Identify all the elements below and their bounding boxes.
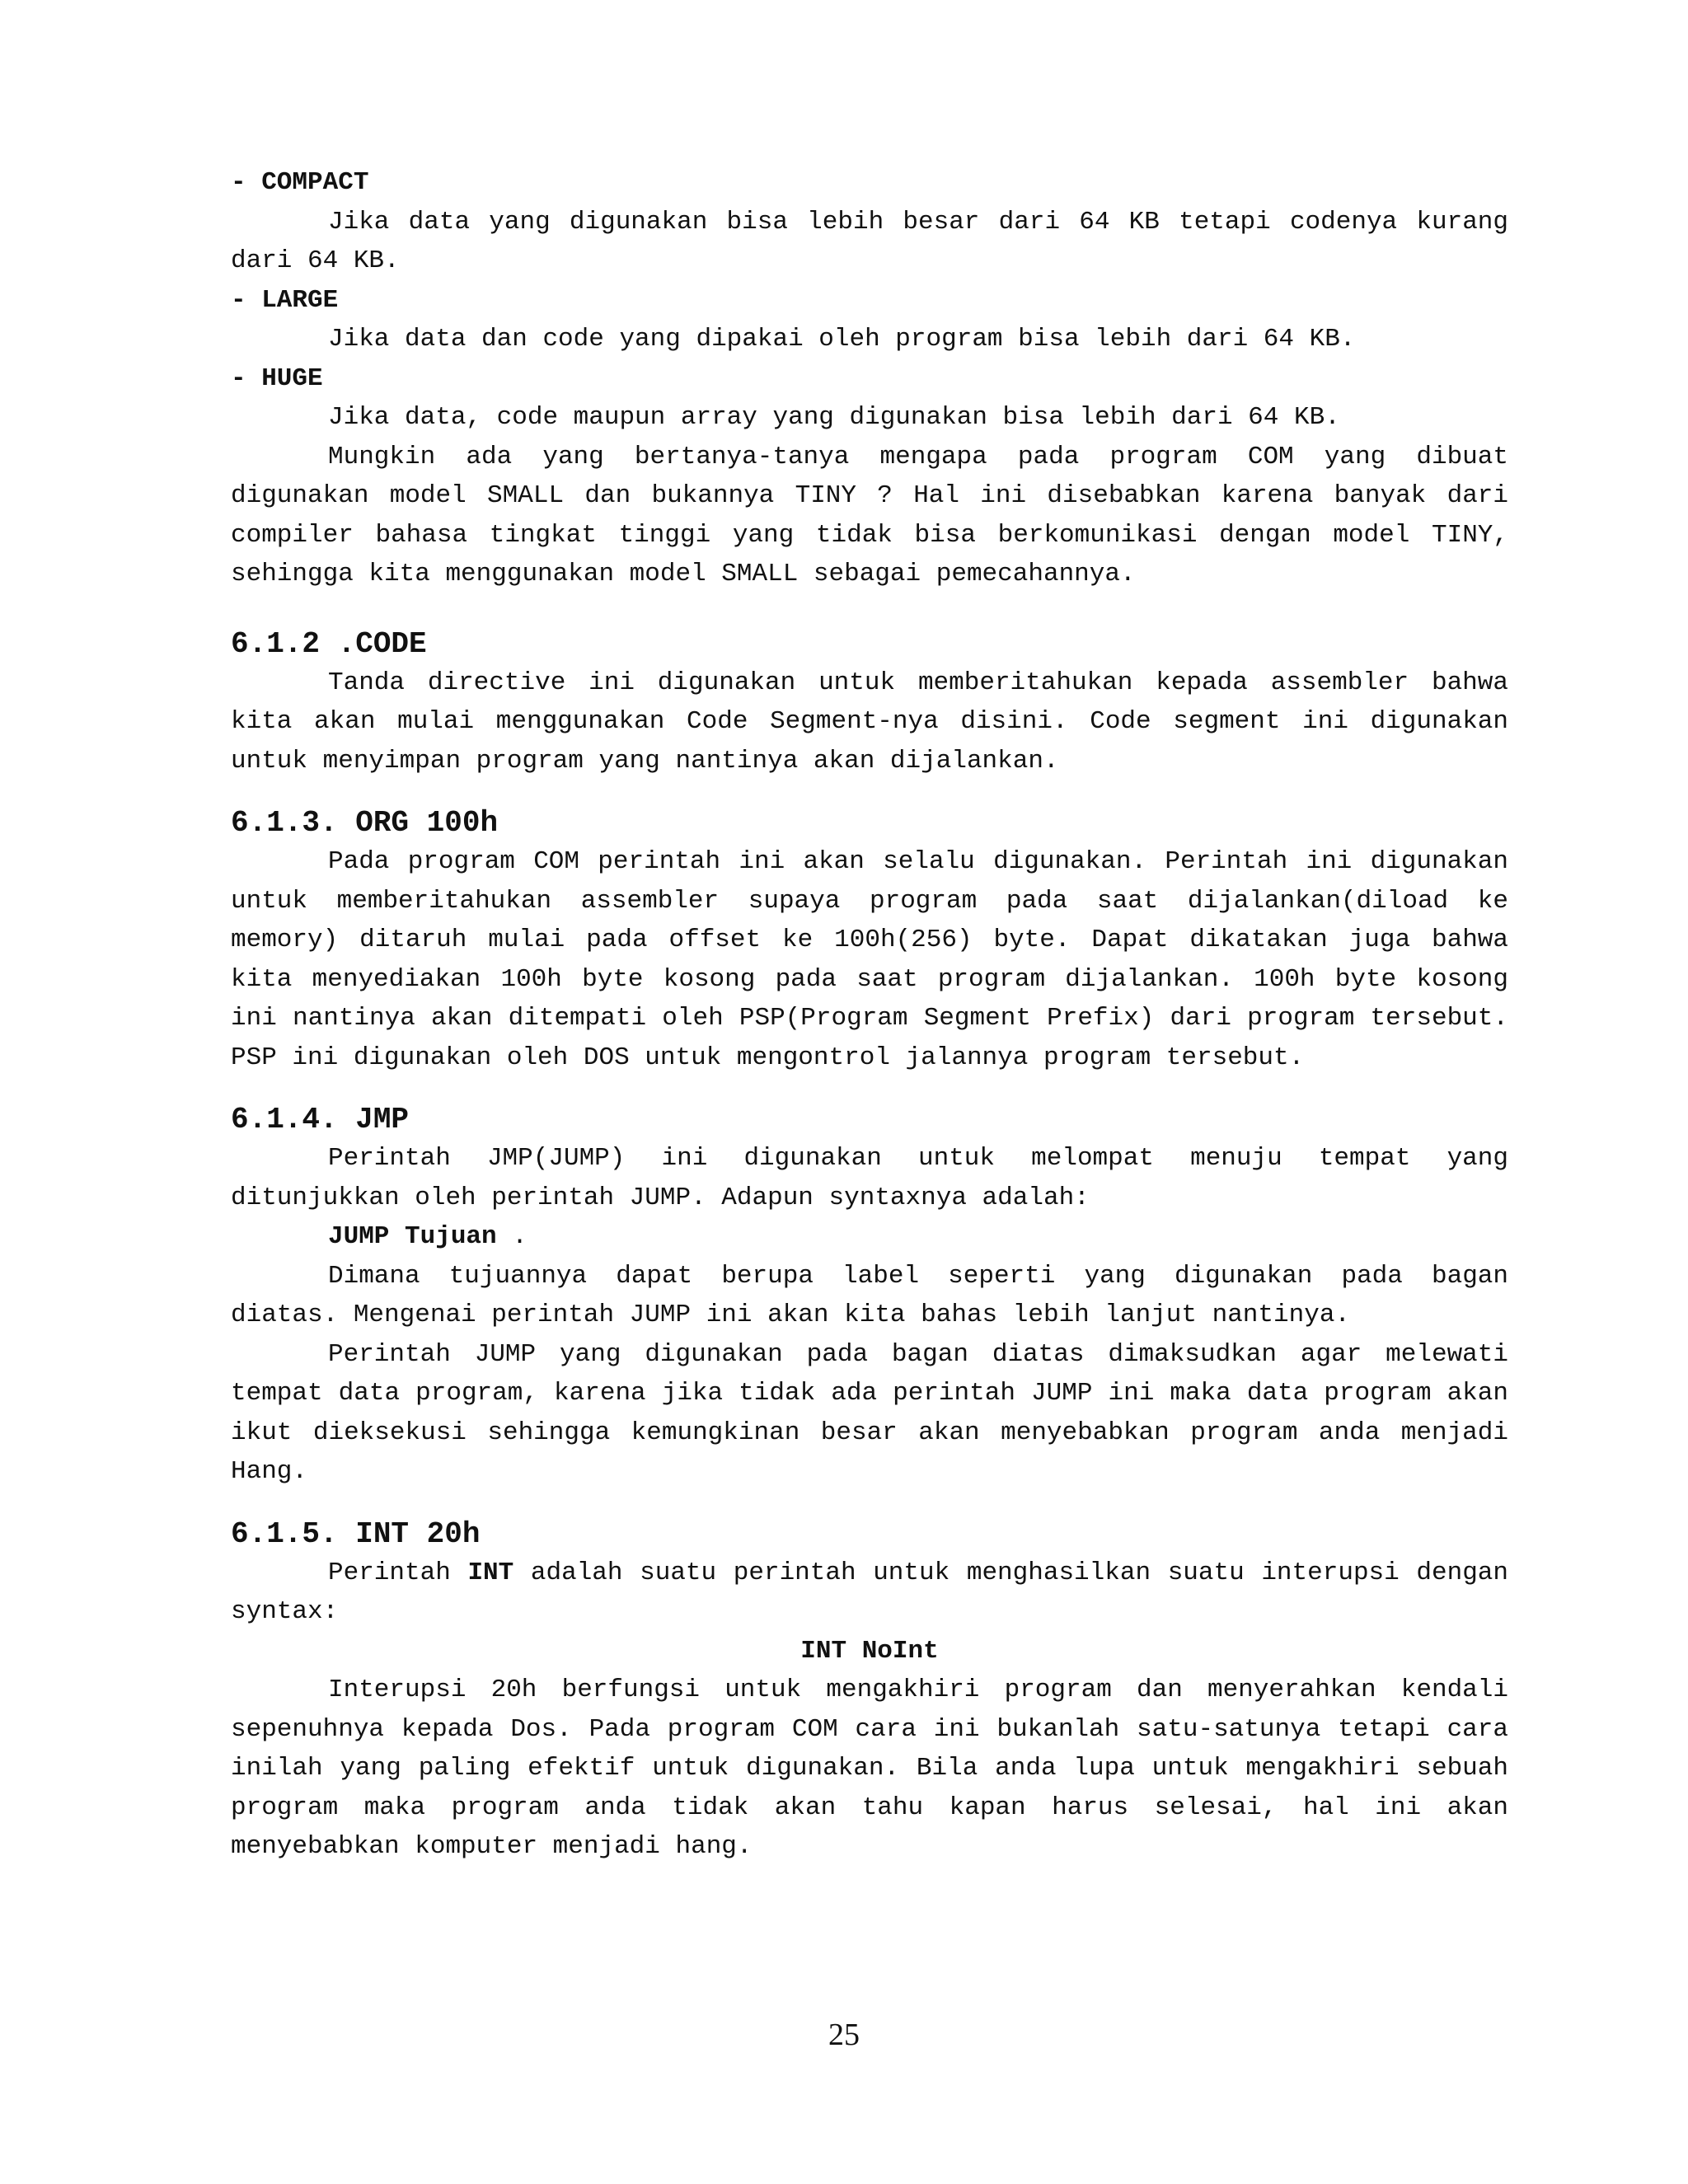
- jmp-paragraph-1: Perintah JMP(JUMP) ini digunakan untuk melompat menuju tempat yang ditunjukkan oleh perintah JUMP. Adapun syntaxnya adalah:: [231, 1144, 1508, 1212]
- jmp-syntax-tail: .: [496, 1222, 528, 1251]
- model-compact-label: - COMPACT: [231, 168, 369, 197]
- section-heading-jmp: 6.1.4. JMP: [231, 1103, 410, 1137]
- section-heading-int: 6.1.5. INT 20h: [231, 1516, 481, 1551]
- int-keyword: INT: [467, 1558, 514, 1587]
- int-syntax: INT NoInt: [800, 1636, 939, 1666]
- jmp-syntax-line: [231, 1217, 1508, 1257]
- int-paragraph-1-pre: Perintah: [328, 1558, 468, 1587]
- model-summary-paragraph: Mungkin ada yang bertanya-tanya mengapa pada program COM yang dibuat digunakan model SMALL dan bukannya TINY ? Hal ini disebabkan karena banyak dari compiler bahasa tingkat tinggi yang tidak bisa berkomunikasi dengan model TINY, sehingga kita menggunakan model SMALL sebagai pemecahannya.: [231, 442, 1508, 588]
- model-large-text: Jika data dan code yang dipakai oleh program bisa lebih dari 64 KB.: [328, 325, 1356, 354]
- int-paragraph-2: Interupsi 20h berfungsi untuk mengakhiri program dan menyerahkan kendali sepenuhnya kepada Dos. Pada program COM cara ini bukanlah satu-satunya tetapi cara inilah yang paling efektif untuk digunakan. Bila anda lupa untuk mengakhiri sebuah program maka program anda tidak akan tahu kapan harus selesai, hal ini akan menyebabkan komputer menjadi hang.: [231, 1675, 1508, 1861]
- jmp-syntax: JUMP Tujuan: [328, 1222, 497, 1251]
- page-number: 25: [828, 2018, 860, 2052]
- jmp-paragraph-2: Dimana tujuannya dapat berupa label seperti yang digunakan pada bagan diatas. Mengenai perintah JUMP ini akan kita bahas lebih lanjut nantinya.: [231, 1261, 1508, 1329]
- page-content: [231, 163, 1508, 1867]
- section-heading-code: 6.1.2 .CODE: [231, 626, 427, 661]
- int-paragraph-1-post: adalah suatu perintah untuk menghasilkan suatu interupsi dengan syntax:: [231, 1558, 1508, 1626]
- model-huge-text: Jika data, code maupun array yang digunakan bisa lebih dari 64 KB.: [328, 403, 1340, 432]
- code-paragraph: Tanda directive ini digunakan untuk memberitahukan kepada assembler bahwa kita akan mulai menggunakan Code Segment-nya disini. Code segment ini digunakan untuk menyimpan program yang nantinya akan dijalankan.: [231, 668, 1508, 776]
- model-large-label: - LARGE: [231, 285, 339, 315]
- model-compact-text: Jika data yang digunakan bisa lebih besar dari 64 KB tetapi codenya kurang dari 64 KB.: [231, 207, 1508, 275]
- jmp-paragraph-3: Perintah JUMP yang digunakan pada bagan diatas dimaksudkan agar melewati tempat data program, karena jika tidak ada perintah JUMP ini maka data program akan ikut dieksekusi sehingga kemungkinan besar akan menyebabkan program anda menjadi Hang.: [231, 1339, 1508, 1486]
- section-heading-org: 6.1.3. ORG 100h: [231, 806, 499, 840]
- int-paragraph-1: [231, 1554, 1508, 1632]
- org-paragraph: Pada program COM perintah ini akan selalu digunakan. Perintah ini digunakan untuk memberitahukan assembler supaya program pada saat dijalankan(diload ke memory) ditaruh mulai pada offset ke 100h(256) byte. Dapat dikatakan juga bahwa kita menyediakan 100h byte kosong pada saat program dijalankan. 100h byte kosong ini nantinya akan ditempati oleh PSP(Program Segment Prefix) dari program tersebut. PSP ini digunakan oleh DOS untuk mengontrol jalannya program tersebut.: [231, 847, 1508, 1072]
- model-huge-label: - HUGE: [231, 363, 323, 393]
